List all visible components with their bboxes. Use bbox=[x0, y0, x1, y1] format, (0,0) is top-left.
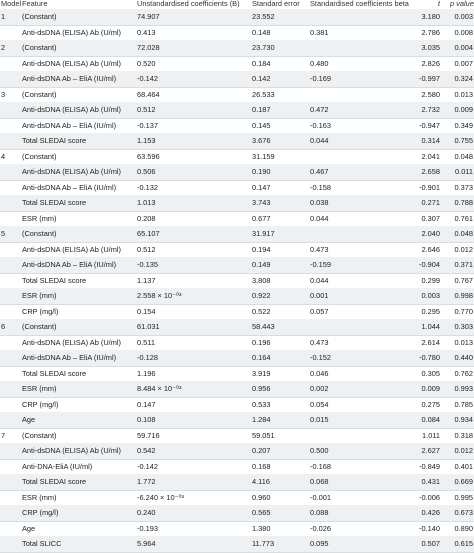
b-cell: -0.135 bbox=[137, 260, 158, 270]
model-cell: 7 bbox=[1, 430, 6, 440]
feature-cell: Age bbox=[22, 415, 36, 425]
model-cell: 6 bbox=[1, 322, 6, 332]
t-cell: 1.044 bbox=[421, 322, 440, 332]
p-cell: 0.890 bbox=[454, 523, 473, 533]
p-cell: 0.324 bbox=[454, 74, 473, 84]
feature-cell: Anti-dsDNA (ELISA) Ab (U/ml) bbox=[22, 446, 121, 456]
se-cell: 0.147 bbox=[252, 182, 271, 192]
se-cell: 31.159 bbox=[252, 151, 275, 161]
t-cell: -0.947 bbox=[419, 120, 440, 130]
b-cell: 1.013 bbox=[137, 198, 156, 208]
t-cell: 0.426 bbox=[421, 508, 440, 518]
table-row bbox=[0, 164, 474, 181]
b-cell: 5.964 bbox=[137, 539, 156, 549]
t-cell: 2.040 bbox=[421, 229, 440, 239]
t-cell: -0.997 bbox=[419, 74, 440, 84]
b-cell: 61.031 bbox=[137, 322, 160, 332]
b-cell: 68.464 bbox=[137, 89, 160, 99]
se-cell: 58.443 bbox=[252, 322, 275, 332]
t-cell: 2.580 bbox=[421, 89, 440, 99]
t-cell: 2.658 bbox=[421, 167, 440, 177]
b-cell: -0.128 bbox=[137, 353, 158, 363]
p-cell: 0.004 bbox=[454, 43, 473, 53]
feature-cell: Total SLEDAI score bbox=[22, 368, 87, 378]
b-cell: 0.240 bbox=[137, 508, 156, 518]
beta-cell: 0.001 bbox=[310, 291, 329, 301]
table-row bbox=[0, 25, 474, 42]
t-cell: 2.627 bbox=[421, 446, 440, 456]
se-cell: 0.149 bbox=[252, 260, 271, 270]
p-cell: 0.007 bbox=[454, 58, 473, 68]
p-cell: 0.013 bbox=[454, 337, 473, 347]
beta-cell: 0.002 bbox=[310, 384, 329, 394]
se-cell: 0.190 bbox=[252, 167, 271, 177]
table-row bbox=[0, 195, 474, 212]
model-cell: 4 bbox=[1, 151, 6, 161]
b-cell: -6.240 × 10⁻⁰³ bbox=[137, 492, 184, 502]
se-cell: 23.552 bbox=[252, 12, 275, 22]
t-cell: 0.003 bbox=[421, 291, 440, 301]
beta-cell: 0.472 bbox=[310, 105, 329, 115]
feature-cell: Anti-dsDNA Ab – EliA (IU/ml) bbox=[22, 74, 117, 84]
header-p-value: p value bbox=[450, 0, 474, 8]
se-cell: 3.676 bbox=[252, 136, 271, 146]
t-cell: 0.299 bbox=[421, 275, 440, 285]
feature-cell: (Constant) bbox=[22, 89, 57, 99]
t-cell: 2.041 bbox=[421, 151, 440, 161]
feature-cell: ESR (mm) bbox=[22, 213, 57, 223]
t-cell: 0.275 bbox=[421, 399, 440, 409]
table-row bbox=[0, 71, 474, 88]
p-cell: 0.318 bbox=[454, 430, 473, 440]
table-row bbox=[0, 102, 474, 119]
p-cell: 0.669 bbox=[454, 477, 473, 487]
header-model: Model bbox=[1, 0, 22, 8]
p-cell: 0.009 bbox=[454, 105, 473, 115]
p-cell: 0.048 bbox=[454, 229, 473, 239]
b-cell: 63.596 bbox=[137, 151, 160, 161]
feature-cell: (Constant) bbox=[22, 12, 57, 22]
header-standard-error: Standard error bbox=[252, 0, 300, 8]
p-cell: 0.008 bbox=[454, 27, 473, 37]
t-cell: 2.646 bbox=[421, 244, 440, 254]
se-cell: 59.051 bbox=[252, 430, 275, 440]
table-row bbox=[0, 133, 474, 150]
t-cell: -0.006 bbox=[419, 492, 440, 502]
feature-cell: Age bbox=[22, 523, 36, 533]
se-cell: 0.956 bbox=[252, 384, 271, 394]
beta-cell: 0.095 bbox=[310, 539, 329, 549]
model-cell: 5 bbox=[1, 229, 6, 239]
p-cell: 0.767 bbox=[454, 275, 473, 285]
feature-cell: CRP (mg/l) bbox=[22, 306, 59, 316]
b-cell: 0.147 bbox=[137, 399, 156, 409]
b-cell: 0.511 bbox=[137, 337, 155, 347]
p-cell: 0.934 bbox=[454, 415, 473, 425]
table-row bbox=[0, 56, 474, 73]
feature-cell: Anti-dsDNA (ELISA) Ab (U/ml) bbox=[22, 167, 121, 177]
feature-cell: Anti-dsDNA (ELISA) Ab (U/ml) bbox=[22, 58, 121, 68]
t-cell: 2.826 bbox=[421, 58, 440, 68]
t-cell: 2.732 bbox=[421, 105, 440, 115]
table-row bbox=[0, 536, 474, 553]
beta-cell: 0.500 bbox=[310, 446, 329, 456]
table-row bbox=[0, 335, 474, 352]
beta-cell: -0.152 bbox=[310, 353, 331, 363]
t-cell: 2.786 bbox=[421, 27, 440, 37]
se-cell: 0.960 bbox=[252, 492, 271, 502]
beta-cell: 0.038 bbox=[310, 198, 329, 208]
header-unstandardised-b: Unstandardised coefficients (B) bbox=[137, 0, 240, 8]
feature-cell: Anti-dsDNA Ab – EliA (IU/ml) bbox=[22, 120, 117, 130]
feature-cell: (Constant) bbox=[22, 43, 57, 53]
se-cell: 1.380 bbox=[252, 523, 271, 533]
b-cell: 2.558 × 10⁻⁰³ bbox=[137, 291, 182, 301]
table-row bbox=[0, 118, 474, 135]
p-cell: 0.995 bbox=[454, 492, 473, 502]
p-cell: 0.303 bbox=[454, 322, 473, 332]
beta-cell: 0.044 bbox=[310, 275, 329, 285]
feature-cell: Anti-dsDNA (ELISA) Ab (U/ml) bbox=[22, 244, 121, 254]
feature-cell: (Constant) bbox=[22, 430, 57, 440]
se-cell: 0.145 bbox=[252, 120, 271, 130]
se-cell: 3.808 bbox=[252, 275, 271, 285]
feature-cell: Total SLEDAI score bbox=[22, 198, 87, 208]
se-cell: 3.919 bbox=[252, 368, 271, 378]
t-cell: 0.295 bbox=[421, 306, 440, 316]
table-row bbox=[0, 350, 474, 367]
beta-cell: -0.169 bbox=[310, 74, 331, 84]
se-cell: 0.184 bbox=[252, 58, 271, 68]
beta-cell: 0.054 bbox=[310, 399, 329, 409]
feature-cell: Anti-DNA-EliA (IU/ml) bbox=[22, 461, 93, 471]
t-cell: 0.271 bbox=[421, 198, 440, 208]
b-cell: 65.107 bbox=[137, 229, 160, 239]
table-row bbox=[0, 490, 474, 507]
feature-cell: ESR (mm) bbox=[22, 492, 57, 502]
beta-cell: 0.473 bbox=[310, 337, 329, 347]
feature-cell: Total SLICC bbox=[22, 539, 62, 549]
t-cell: -0.140 bbox=[419, 523, 440, 533]
table-row bbox=[0, 521, 474, 538]
t-cell: 0.305 bbox=[421, 368, 440, 378]
p-cell: 0.788 bbox=[454, 198, 473, 208]
se-cell: 0.164 bbox=[252, 353, 271, 363]
table-row bbox=[0, 226, 474, 243]
header-t: t bbox=[437, 0, 440, 8]
header-feature: Feature bbox=[22, 0, 48, 8]
feature-cell: Total SLEDAI score bbox=[22, 275, 87, 285]
table-row bbox=[0, 366, 474, 383]
b-cell: -0.193 bbox=[137, 523, 158, 533]
se-cell: 4.116 bbox=[252, 477, 270, 487]
table-row bbox=[0, 180, 474, 197]
header-standardised-beta: Standardised coefficients beta bbox=[310, 0, 409, 8]
b-cell: 1.137 bbox=[137, 275, 156, 285]
se-cell: 23.730 bbox=[252, 43, 275, 53]
t-cell: 3.180 bbox=[421, 12, 440, 22]
p-cell: 0.401 bbox=[454, 461, 473, 471]
beta-cell: 0.088 bbox=[310, 508, 329, 518]
b-cell: 1.772 bbox=[137, 477, 156, 487]
feature-cell: ESR (mm) bbox=[22, 384, 57, 394]
table-row bbox=[0, 9, 474, 26]
se-cell: 0.196 bbox=[252, 337, 271, 347]
b-cell: 0.154 bbox=[137, 306, 156, 316]
table-row bbox=[0, 288, 474, 305]
feature-cell: Anti-dsDNA (ELISA) Ab (U/ml) bbox=[22, 337, 121, 347]
table-row bbox=[0, 211, 474, 228]
t-cell: 1.011 bbox=[422, 430, 440, 440]
beta-cell: -0.026 bbox=[310, 523, 331, 533]
feature-cell: Total SLEDAI score bbox=[22, 477, 87, 487]
model-cell: 1 bbox=[1, 12, 6, 22]
p-cell: 0.785 bbox=[454, 399, 473, 409]
table-row bbox=[0, 505, 474, 522]
table-row bbox=[0, 474, 474, 491]
se-cell: 0.565 bbox=[252, 508, 271, 518]
p-cell: 0.349 bbox=[454, 120, 473, 130]
table-row bbox=[0, 149, 474, 166]
se-cell: 0.533 bbox=[252, 399, 271, 409]
p-cell: 0.770 bbox=[454, 306, 473, 316]
feature-cell: (Constant) bbox=[22, 151, 57, 161]
feature-cell: (Constant) bbox=[22, 229, 57, 239]
beta-cell: 0.480 bbox=[310, 58, 329, 68]
b-cell: 74.907 bbox=[137, 12, 160, 22]
table-row bbox=[0, 319, 474, 336]
t-cell: 0.431 bbox=[421, 477, 440, 487]
b-cell: 1.153 bbox=[137, 136, 156, 146]
se-cell: 0.522 bbox=[252, 306, 271, 316]
t-cell: 0.507 bbox=[421, 539, 440, 549]
b-cell: -0.142 bbox=[137, 461, 158, 471]
beta-cell: 0.057 bbox=[310, 306, 329, 316]
beta-cell: 0.044 bbox=[310, 213, 329, 223]
beta-cell: 0.044 bbox=[310, 136, 329, 146]
t-cell: -0.849 bbox=[419, 461, 440, 471]
feature-cell: CRP (mg/l) bbox=[22, 508, 59, 518]
p-cell: 0.012 bbox=[454, 446, 473, 456]
t-cell: 0.314 bbox=[421, 136, 440, 146]
t-cell: 0.084 bbox=[421, 415, 440, 425]
feature-cell: Anti-dsDNA Ab – EliA (IU/ml) bbox=[22, 260, 117, 270]
feature-cell: Anti-dsDNA Ab – EliA (IU/ml) bbox=[22, 182, 117, 192]
p-cell: 0.373 bbox=[454, 182, 473, 192]
feature-cell: Anti-dsDNA Ab – EliA (IU/ml) bbox=[22, 353, 117, 363]
table-row bbox=[0, 87, 474, 104]
table-row bbox=[0, 428, 474, 445]
p-cell: 0.762 bbox=[454, 368, 473, 378]
p-cell: 0.998 bbox=[454, 291, 473, 301]
beta-cell: -0.168 bbox=[310, 461, 331, 471]
table-row bbox=[0, 381, 474, 398]
b-cell: 0.208 bbox=[137, 213, 156, 223]
se-cell: 31.917 bbox=[252, 229, 275, 239]
feature-cell: (Constant) bbox=[22, 322, 57, 332]
b-cell: 72.028 bbox=[137, 43, 160, 53]
p-cell: 0.003 bbox=[454, 12, 473, 22]
table-row bbox=[0, 397, 474, 414]
table-row bbox=[0, 304, 474, 321]
p-cell: 0.013 bbox=[454, 89, 473, 99]
b-cell: 1.196 bbox=[137, 368, 156, 378]
se-cell: 11.773 bbox=[252, 539, 275, 549]
table-row bbox=[0, 257, 474, 274]
table-row bbox=[0, 40, 474, 57]
beta-cell: 0.068 bbox=[310, 477, 329, 487]
beta-cell: 0.015 bbox=[310, 415, 329, 425]
feature-cell: ESR (mm) bbox=[22, 291, 57, 301]
beta-cell: -0.159 bbox=[310, 260, 331, 270]
b-cell: 59.716 bbox=[137, 430, 160, 440]
b-cell: -0.132 bbox=[137, 182, 158, 192]
p-cell: 0.012 bbox=[454, 244, 473, 254]
t-cell: 0.009 bbox=[421, 384, 440, 394]
se-cell: 0.168 bbox=[252, 461, 271, 471]
t-cell: -0.901 bbox=[419, 182, 440, 192]
beta-cell: 0.467 bbox=[310, 167, 329, 177]
b-cell: 0.520 bbox=[137, 58, 156, 68]
table-row bbox=[0, 273, 474, 290]
b-cell: 0.512 bbox=[137, 105, 156, 115]
table-row bbox=[0, 242, 474, 259]
b-cell: -0.142 bbox=[137, 74, 158, 84]
p-cell: 0.755 bbox=[454, 136, 473, 146]
model-cell: 3 bbox=[1, 89, 6, 99]
p-cell: 0.048 bbox=[454, 151, 473, 161]
t-cell: -0.904 bbox=[419, 260, 440, 270]
beta-cell: 0.381 bbox=[310, 27, 329, 37]
feature-cell: Anti-dsDNA (ELISA) Ab (U/ml) bbox=[22, 27, 121, 37]
t-cell: -0.780 bbox=[419, 353, 440, 363]
b-cell: 0.108 bbox=[137, 415, 156, 425]
se-cell: 0.148 bbox=[252, 27, 271, 37]
b-cell: -0.137 bbox=[137, 120, 158, 130]
t-cell: 2.614 bbox=[421, 337, 440, 347]
beta-cell: 0.046 bbox=[310, 368, 329, 378]
b-cell: 0.542 bbox=[137, 446, 156, 456]
b-cell: 0.413 bbox=[137, 27, 156, 37]
p-cell: 0.993 bbox=[454, 384, 473, 394]
se-cell: 0.677 bbox=[252, 213, 271, 223]
se-cell: 0.922 bbox=[252, 291, 271, 301]
feature-cell: Anti-dsDNA (ELISA) Ab (U/ml) bbox=[22, 105, 121, 115]
p-cell: 0.371 bbox=[454, 260, 473, 270]
beta-cell: 0.473 bbox=[310, 244, 329, 254]
beta-cell: -0.158 bbox=[310, 182, 331, 192]
p-cell: 0.761 bbox=[454, 213, 473, 223]
se-cell: 26.533 bbox=[252, 89, 275, 99]
feature-cell: Total SLEDAI score bbox=[22, 136, 87, 146]
p-cell: 0.673 bbox=[454, 508, 473, 518]
table-row bbox=[0, 443, 474, 460]
b-cell: 0.512 bbox=[137, 244, 156, 254]
beta-cell: -0.163 bbox=[310, 120, 331, 130]
b-cell: 8.484 × 10⁻⁰³ bbox=[137, 384, 182, 394]
beta-cell: -0.001 bbox=[310, 492, 331, 502]
t-cell: 0.307 bbox=[421, 213, 440, 223]
se-cell: 0.207 bbox=[252, 446, 271, 456]
se-cell: 1.284 bbox=[252, 415, 271, 425]
se-cell: 3.743 bbox=[252, 198, 271, 208]
feature-cell: CRP (mg/l) bbox=[22, 399, 59, 409]
b-cell: 0.506 bbox=[137, 167, 156, 177]
table-row bbox=[0, 412, 474, 429]
table-row bbox=[0, 459, 474, 476]
se-cell: 0.187 bbox=[252, 105, 271, 115]
p-cell: 0.440 bbox=[454, 353, 473, 363]
se-cell: 0.142 bbox=[252, 74, 271, 84]
model-cell: 2 bbox=[1, 43, 6, 53]
t-cell: 3.035 bbox=[421, 43, 440, 53]
se-cell: 0.194 bbox=[252, 244, 271, 254]
p-cell: 0.011 bbox=[455, 167, 473, 177]
p-cell: 0.615 bbox=[454, 539, 473, 549]
